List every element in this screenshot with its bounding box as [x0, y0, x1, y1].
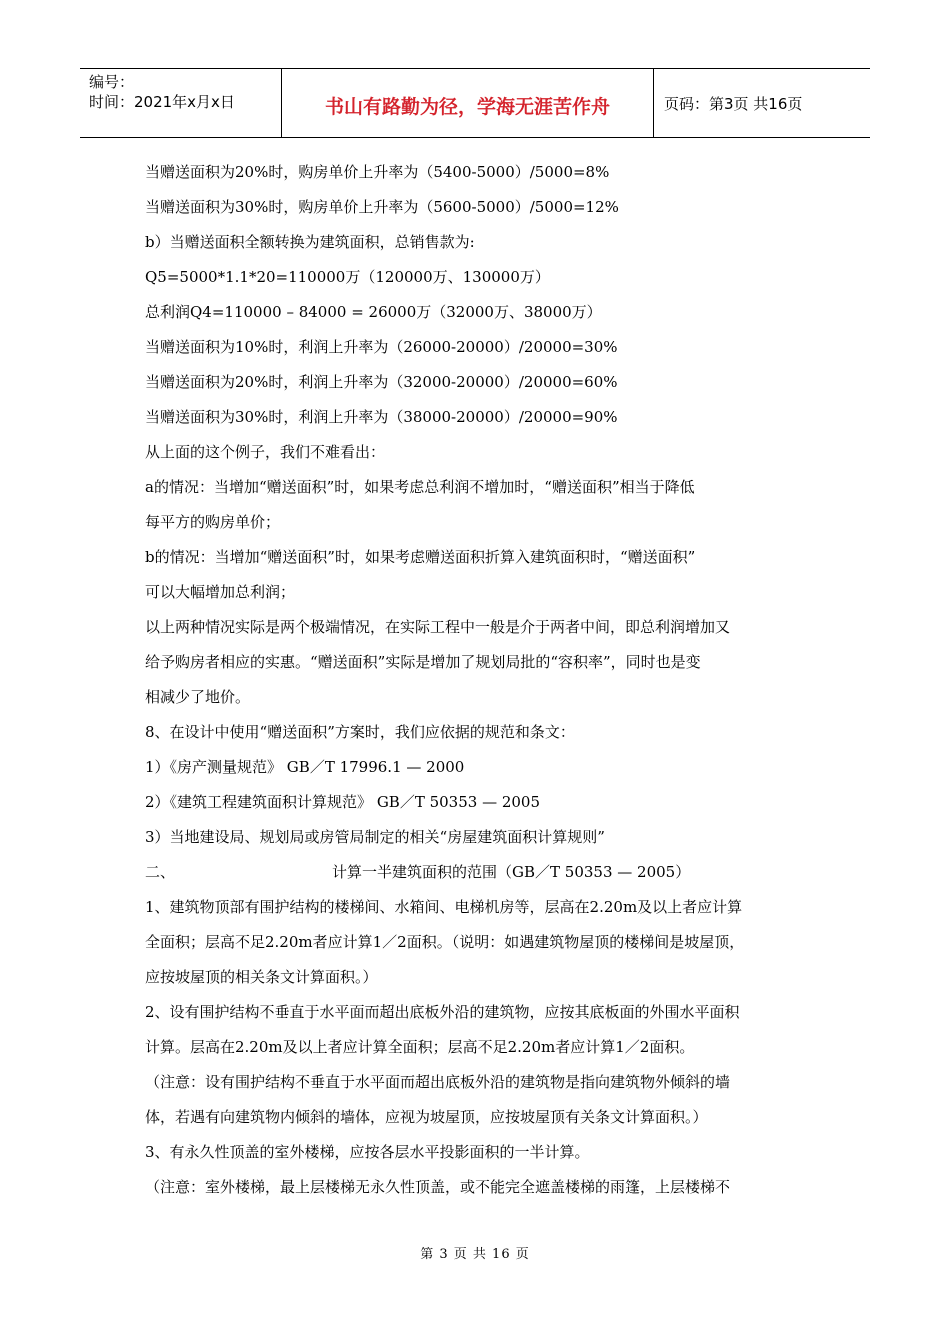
body-line: 相减少了地价。 — [145, 688, 251, 706]
code-label: 编号： — [89, 73, 135, 91]
body-line: 总利润Q4=110000 – 84000 = 26000万（32000万、38000万） — [145, 303, 602, 321]
header-page-info: 页码：第3页 共16页 — [664, 94, 803, 113]
body-line: （注意：室外楼梯，最上层楼梯无永久性顶盖，或不能完全遮盖楼梯的雨篷，上层楼梯不 — [145, 1178, 731, 1196]
body-line: 2）《建筑工程建筑面积计算规范》 GB／T 50353 — 2005 — [145, 793, 541, 811]
section-title: 计算一半建筑面积的范围（GB／T 50353 — 2005） — [332, 863, 691, 881]
body-line: 2、设有围护结构不垂直于水平面而超出底板外沿的建筑物，应按其底板面的外围水平面积 — [145, 1003, 740, 1021]
body-line: 以上两种情况实际是两个极端情况，在实际工程中一般是介于两者中间，即总利润增加又 — [145, 618, 731, 636]
body-line: 每平方的购房单价； — [145, 513, 281, 531]
body-line: 应按坡屋顶的相关条文计算面积。） — [145, 968, 378, 986]
time-label: 时间：2021年x月x日 — [89, 93, 235, 111]
body-line: b的情况：当增加“赠送面积”时，如果考虑赠送面积折算入建筑面积时，“赠送面积” — [145, 548, 696, 566]
body-line: Q5=5000*1.1*20=110000万（120000万、130000万） — [145, 268, 550, 286]
body-line: b）当赠送面积全额转换为建筑面积，总销售款为: — [145, 233, 475, 251]
body-line: （注意：设有围护结构不垂直于水平面而超出底板外沿的建筑物是指向建筑物外倾斜的墙 — [145, 1073, 731, 1091]
body-line: 可以大幅增加总利润； — [145, 583, 296, 601]
body-line: 从上面的这个例子，我们不难看出： — [145, 443, 386, 461]
body-line: a的情况：当增加“赠送面积”时，如果考虑总利润不增加时，“赠送面积”相当于降低 — [145, 478, 695, 496]
body-line: 当赠送面积为10%时，利润上升率为（26000-20000）/20000=30% — [145, 338, 618, 356]
body-line: 当赠送面积为30%时，购房单价上升率为（5600-5000）/5000=12% — [145, 198, 619, 216]
header-meta — [80, 69, 282, 137]
body-line: 3）当地建设局、规划局或房管局制定的相关“房屋建筑面积计算规则” — [145, 828, 605, 846]
body-line: 给予购房者相应的实惠。“赠送面积”实际是增加了规划局批的“容积率”，同时也是变 — [145, 653, 701, 671]
section-number: 二、 — [145, 863, 176, 881]
body-line: 当赠送面积为30%时，利润上升率为（38000-20000）/20000=90% — [145, 408, 618, 426]
body-line: 1）《房产测量规范》 GB／T 17996.1 — 2000 — [145, 758, 465, 776]
body-line: 全面积；层高不足2.20m者应计算1／2面积。（说明：如遇建筑物屋顶的楼梯间是坡屋顶， — [145, 933, 745, 951]
body-line: 3、有永久性顶盖的室外楼梯，应按各层水平投影面积的一半计算。 — [145, 1143, 590, 1161]
document-header — [80, 68, 870, 138]
body-line: 计算。层高在2.20m及以上者应计算全面积；层高不足2.20m者应计算1／2面积。 — [145, 1038, 695, 1056]
body-line: 体，若遇有向建筑物内倾斜的墙体，应视为坡屋顶，应按坡屋顶有关条文计算面积。） — [145, 1108, 708, 1126]
body-line: 1、建筑物顶部有围护结构的楼梯间、水箱间、电梯机房等，层高在2.20m及以上者应计算 — [145, 898, 743, 916]
body-line: 当赠送面积为20%时，购房单价上升率为（5400-5000）/5000=8% — [145, 163, 610, 181]
section-heading — [145, 855, 835, 890]
header-motto: 书山有路勤为径，学海无涯苦作舟 — [282, 69, 654, 137]
document-body — [145, 155, 835, 1205]
body-line: 当赠送面积为20%时，利润上升率为（32000-20000）/20000=60% — [145, 373, 618, 391]
page-footer: 第 3 页 共 16 页 — [420, 1247, 530, 1262]
body-line: 8、在设计中使用“赠送面积”方案时，我们应依据的规范和条文： — [145, 723, 575, 741]
